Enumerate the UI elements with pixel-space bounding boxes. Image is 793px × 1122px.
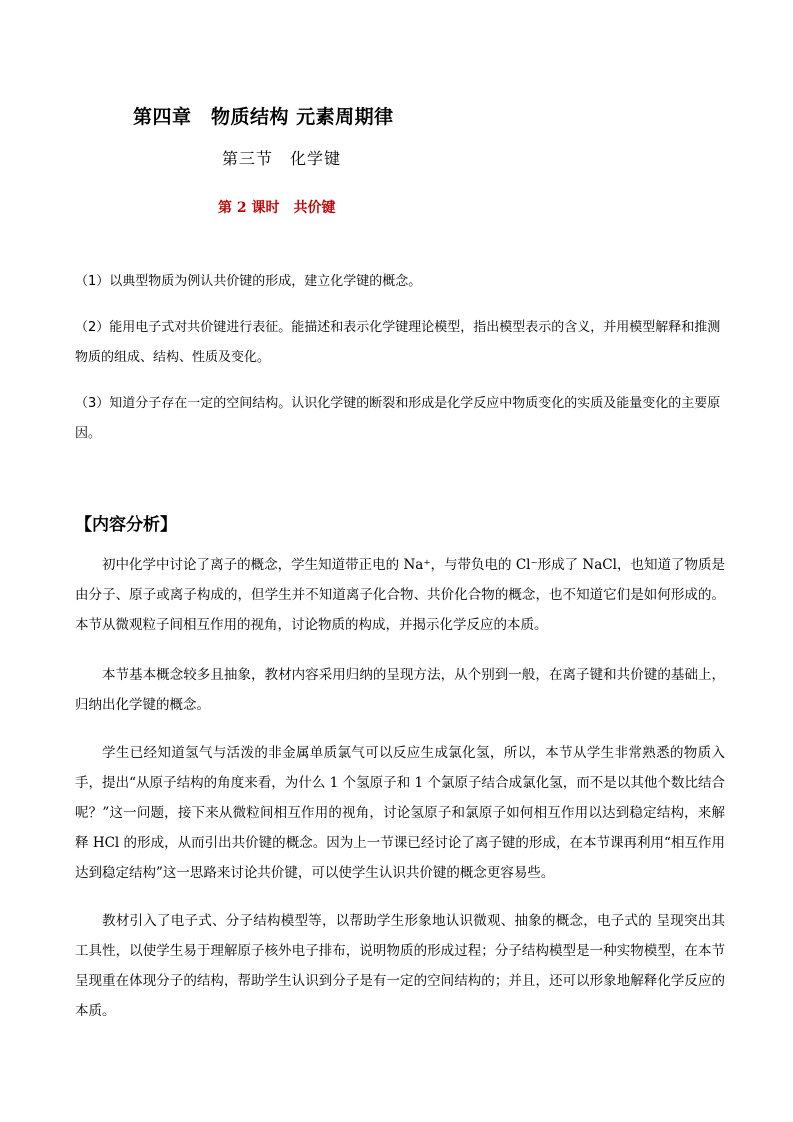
objective-item: （3）知道分子存在一定的空间结构。认识化学键的断裂和形成是化学反应中物质变化的实质及能量变化的主要原因。 — [75, 396, 721, 441]
content-paragraph: 本节基本概念较多且抽象，教材内容采用归纳的呈现方法，从个别到一般，在离子键和共价键的基础上，归纳出化学键的概念。 — [75, 667, 725, 713]
content-analysis-heading: 【内容分析】 — [75, 515, 177, 535]
content-paragraph: 教材引入了电子式、分子结构模型等，以帮助学生形象地认识微观、抽象的概念，电子式的 呈现突出其工具性，以使学生易于理解原子核外电子排布，说明物质的形成过程；分子结构模型是一种实物模型，在本节呈现重在体现分子的结构，帮助学生认识到分子是有一定的空间结构的；并且，还可以形象地解释化学反应的本质。 — [75, 913, 725, 1019]
chapter-title: 第四章 物质结构 元素周期律 — [133, 106, 394, 128]
section-title: 第三节 化学键 — [222, 149, 342, 168]
objective-item: （2）能用电子式对共价键进行表征。能描述和表示化学键理论模型，指出模型表示的含义，并用模型解释和推测物质的组成、结构、性质及变化。 — [75, 320, 721, 365]
lesson-title: 第 2 课时 共价键 — [218, 200, 336, 216]
objective-item: （1）以典型物质为例认共价键的形成，建立化学键的概念。 — [75, 274, 422, 289]
content-paragraph: 学生已经知道氢气与活泼的非金属单质氯气可以反应生成氯化氢，所以，本节从学生非常熟悉的物质入手，提出“从原子结构的角度来看，为什么 1 个氢原子和 1 个氯原子结合成氯化氢，而不是以其他个数比结合呢？”这一问题，接下来从微粒间相互作用的视角，讨论氢原子和氯原子如何相互作用以达到稳定结构，来解释 HCl 的形成，从而引出共价键的概念。因为上一节课已经讨论了离子键的形成，在本节课再利用“相互作用达到稳定结构”这一思路来讨论共价键，可以使学生认识共价键的概念更容易些。 — [75, 745, 725, 881]
content-paragraph: 初中化学中讨论了离子的概念，学生知道带正电的 Na⁺，与带负电的 Cl⁻形成了 NaCl，也知道了物质是由分子、原子或离子构成的，但学生并不知道离子化合物、共价化合物的概念，也不知道它们是如何形成的。本节从微观粒子间相互作用的视角，讨论物质的构成，并揭示化学反应的本质。 — [75, 557, 725, 633]
